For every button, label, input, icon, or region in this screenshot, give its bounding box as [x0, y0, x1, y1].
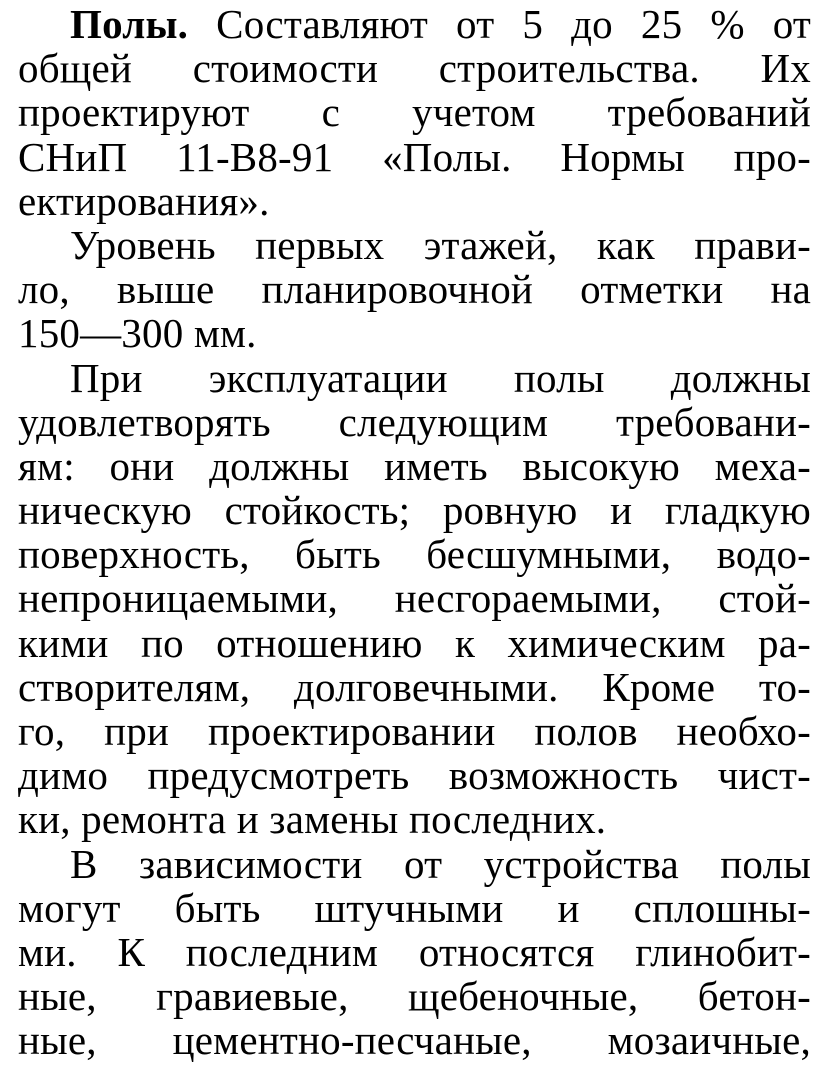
text-line: кими по отношению к химическим ра-	[18, 619, 811, 666]
text-line: ки, ремонта и замены последних.	[18, 796, 607, 843]
text-line: В зависимости от устройства полы	[70, 840, 811, 887]
text-line: створителям, долговечными. Кроме то-	[18, 663, 811, 710]
text-line: общей стоимости строительства. Их	[18, 45, 811, 92]
text-line: ническую стойкость; ровную и гладкую	[18, 487, 811, 534]
text-line: При эксплуатации полы должны	[70, 354, 811, 401]
text-line: димо предусмотреть возможность чист-	[18, 752, 811, 799]
text-line-content: Составляют от 5 до 25 % от	[188, 1, 811, 47]
text-line: СНиП 11-В8-91 «Полы. Нормы про-	[18, 133, 811, 180]
text-line: проектируют с учетом требований	[18, 89, 811, 136]
text-line: ям: они должны иметь высокую меха-	[18, 442, 811, 489]
text-line: ло, выше планировочной отметки на	[18, 266, 811, 313]
text-line: го, при проектировании полов необхо-	[18, 708, 811, 754]
text-line: ектирования».	[18, 177, 270, 224]
text-line	[18, 2, 811, 46]
text-line: ные, гравиевые, щебеночные, бетон-	[18, 973, 811, 1020]
text-line: непроницаемыми, несгораемыми, стой-	[18, 575, 811, 622]
text-line: 150—300 мм.	[18, 310, 257, 357]
text-line: поверхность, быть бесшумными, водо-	[18, 531, 811, 578]
text-line: ные, цементно-песчаные, мозаичные,	[18, 1017, 811, 1064]
paragraph-heading: Полы.	[70, 1, 189, 47]
text-line: Уровень первых этажей, как прави-	[70, 221, 811, 268]
text-body	[18, 2, 811, 1063]
text-line: могут быть штучными и сплошны-	[18, 884, 811, 931]
text-line: ми. К последним относятся глинобит-	[18, 928, 811, 975]
text-line: удовлетворять следующим требовани-	[18, 398, 811, 445]
